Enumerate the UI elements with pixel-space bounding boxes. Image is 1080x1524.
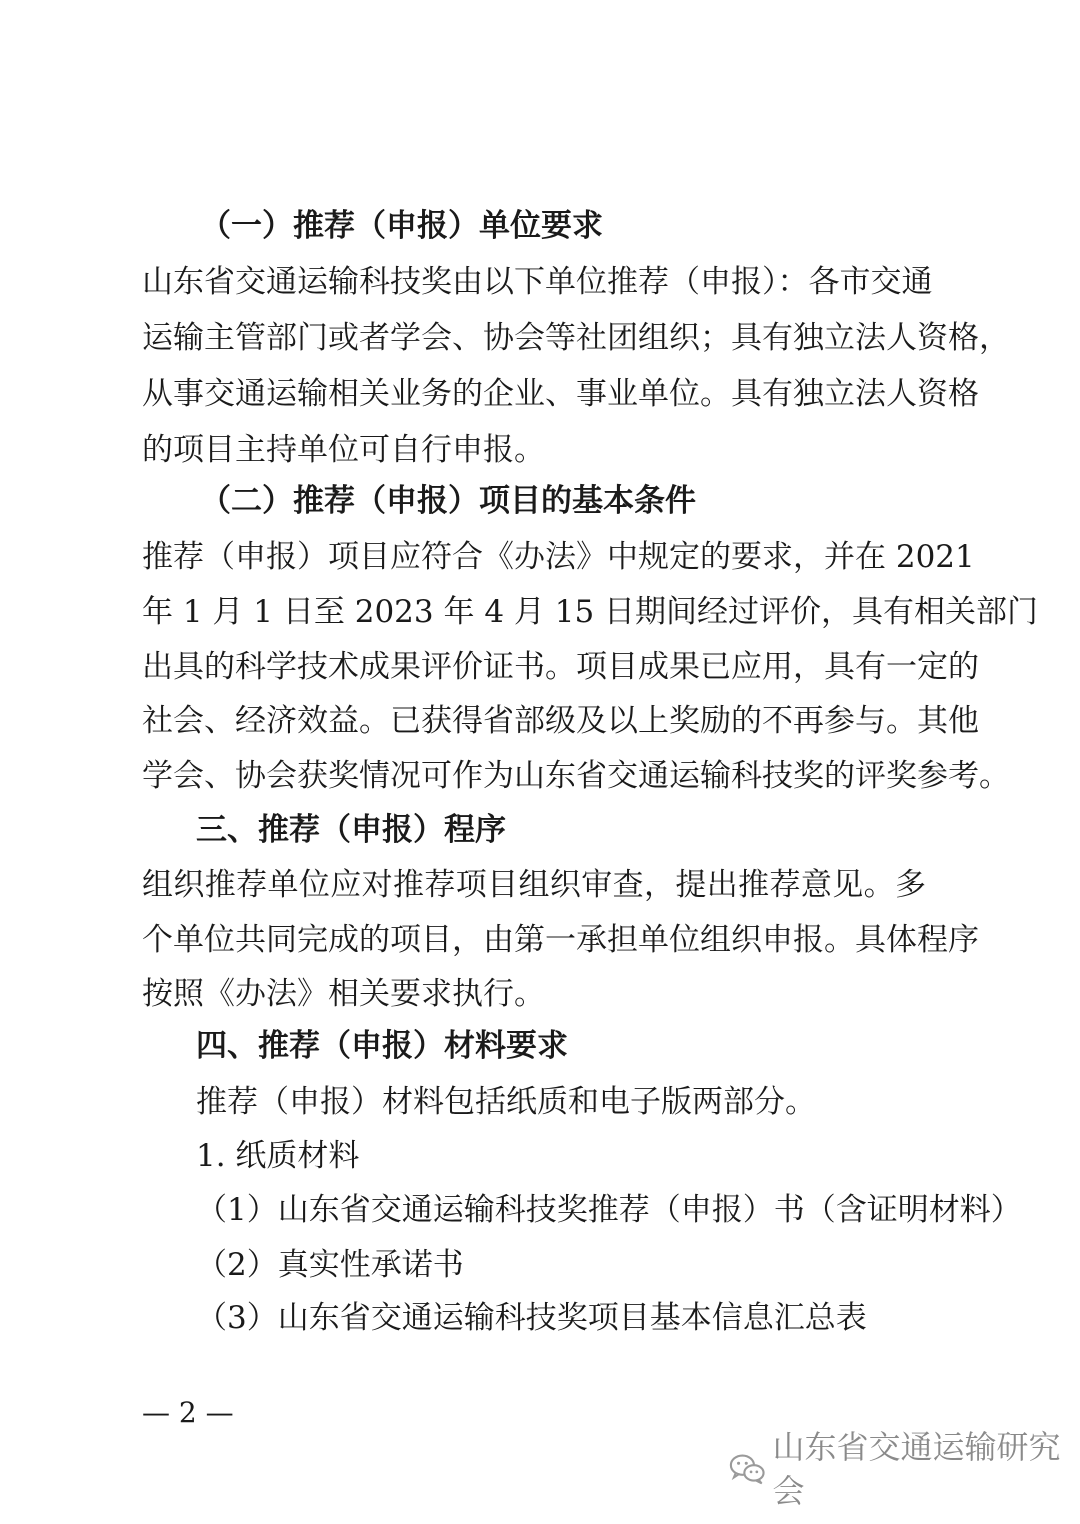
paragraph-line: 出具的科学技术成果评价证书。项目成果已应用，具有一定的 (142, 649, 979, 685)
page-number: — 2 — (142, 1396, 234, 1429)
section-heading-1: （一）推荐（申报）单位要求 (200, 208, 603, 244)
section-heading-4: 四、推荐（申报）材料要求 (196, 1028, 568, 1064)
paragraph-line: 运输主管部门或者学会、协会等社团组织；具有独立法人资格， (142, 320, 1010, 356)
paragraph-line: 学会、协会获奖情况可作为山东省交通运输科技奖的评奖参考。 (142, 758, 1010, 794)
watermark (728, 1425, 1080, 1513)
paragraph-line: 推荐（申报）项目应符合《办法》中规定的要求，并在 2021 (142, 539, 975, 575)
paragraph-line: 从事交通运输相关业务的企业、事业单位。具有独立法人资格 (142, 376, 979, 412)
paragraph-line: 山东省交通运输科技奖由以下单位推荐（申报）：各市交通 (142, 264, 933, 300)
section-heading-2: （二）推荐（申报）项目的基本条件 (200, 483, 696, 519)
paragraph-line: 的项目主持单位可自行申报。 (142, 432, 545, 468)
paragraph-line: 年 1 月 1 日至 2023 年 4 月 15 日期间经过评价，具有相关部门 (142, 594, 1039, 630)
paragraph-line: 组织推荐单位应对推荐项目组织审查，提出推荐意见。多 (142, 867, 926, 903)
list-subitem: （2）真实性承诺书 (196, 1247, 464, 1283)
list-item: 1. 纸质材料 (196, 1138, 360, 1174)
wechat-icon (728, 1451, 766, 1487)
section-heading-3: 三、推荐（申报）程序 (196, 812, 506, 848)
paragraph-line: 个单位共同完成的项目，由第一承担单位组织申报。具体程序 (142, 922, 979, 958)
paragraph-line: 按照《办法》相关要求执行。 (142, 976, 545, 1012)
paragraph-line: 社会、经济效益。已获得省部级及以上奖励的不再参与。其他 (142, 703, 979, 739)
paragraph-line: 推荐（申报）材料包括纸质和电子版两部分。 (196, 1084, 816, 1120)
watermark-text: 山东省交通运输研究会 (772, 1428, 1061, 1510)
list-subitem: （3）山东省交通运输科技奖项目基本信息汇总表 (196, 1300, 867, 1336)
list-subitem: （1）山东省交通运输科技奖推荐（申报）书（含证明材料） (196, 1192, 1022, 1228)
